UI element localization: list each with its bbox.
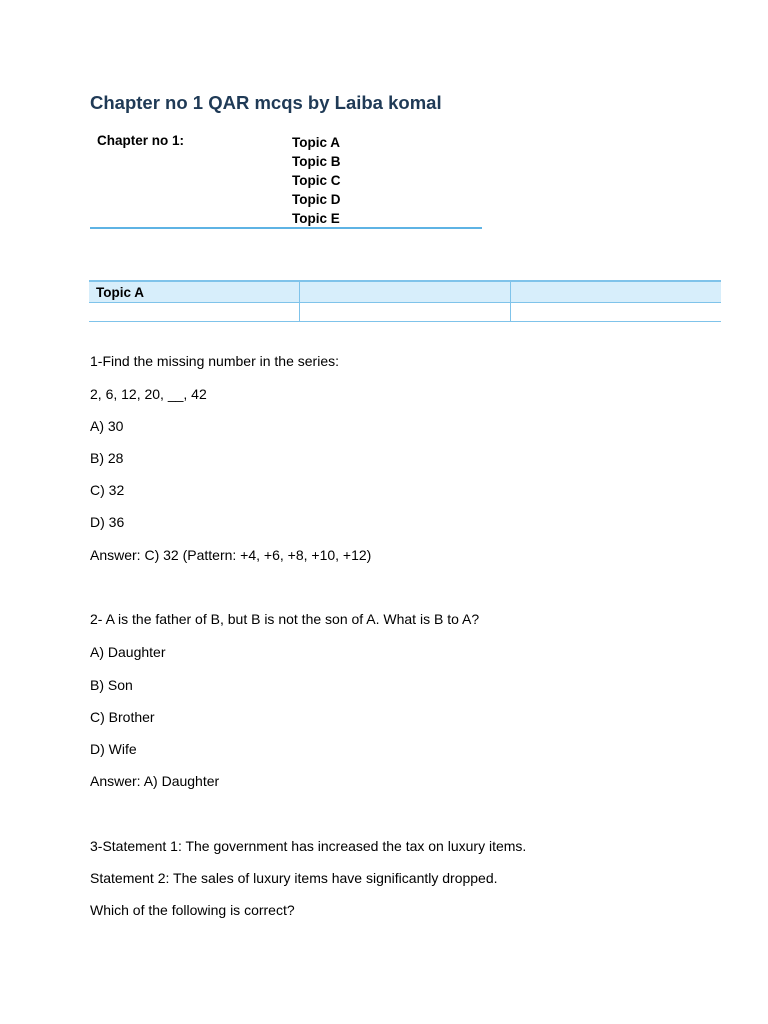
question-2-option-b: B) Son	[90, 677, 133, 693]
question-1-text: 1-Find the missing number in the series:	[90, 353, 339, 369]
question-2-answer: Answer: A) Daughter	[90, 773, 220, 789]
topic-table-cell	[89, 303, 300, 322]
question-3-statement-1: 3-Statement 1: The government has increased the tax on luxury items.	[90, 838, 527, 854]
toc-divider	[90, 227, 482, 229]
toc-chapter-label: Chapter no 1:	[97, 133, 185, 148]
question-3-prompt: Which of the following is correct?	[90, 902, 295, 918]
toc-topic-item: Topic B	[292, 154, 341, 169]
toc-topic-item: Topic C	[292, 173, 341, 188]
topic-table-cell	[300, 303, 511, 322]
question-1-option-c: C) 32	[90, 482, 125, 498]
question-2-text: 2- A is the father of B, but B is not the son of A. What is B to A?	[90, 611, 480, 627]
question-1-option-d: D) 36	[90, 514, 125, 530]
topic-table-header-row	[89, 281, 721, 303]
question-3-statement-2: Statement 2: The sales of luxury items have significantly dropped.	[90, 870, 498, 886]
topic-table-header-cell	[511, 281, 722, 303]
question-1-option-b: B) 28	[90, 450, 124, 466]
toc-topic-item: Topic A	[292, 135, 340, 150]
topic-table-header-cell: Topic A	[89, 281, 300, 303]
document-title: Chapter no 1 QAR mcqs by Laiba komal	[90, 92, 442, 113]
question-1-answer: Answer: C) 32 (Pattern: +4, +6, +8, +10, +12)	[90, 547, 372, 563]
toc-topic-item: Topic E	[292, 211, 340, 226]
question-2-option-a: A) Daughter	[90, 644, 166, 660]
question-1-option-a: A) 30	[90, 418, 124, 434]
topic-table-row	[89, 303, 721, 322]
topic-table-cell	[511, 303, 722, 322]
question-2-option-d: D) Wife	[90, 741, 137, 757]
question-2-option-c: C) Brother	[90, 709, 155, 725]
question-1-series: 2, 6, 12, 20, __, 42	[90, 386, 207, 402]
toc-topic-list	[292, 133, 341, 228]
topic-table-header-cell	[300, 281, 511, 303]
topic-table	[89, 280, 721, 322]
toc-topic-item: Topic D	[292, 192, 341, 207]
